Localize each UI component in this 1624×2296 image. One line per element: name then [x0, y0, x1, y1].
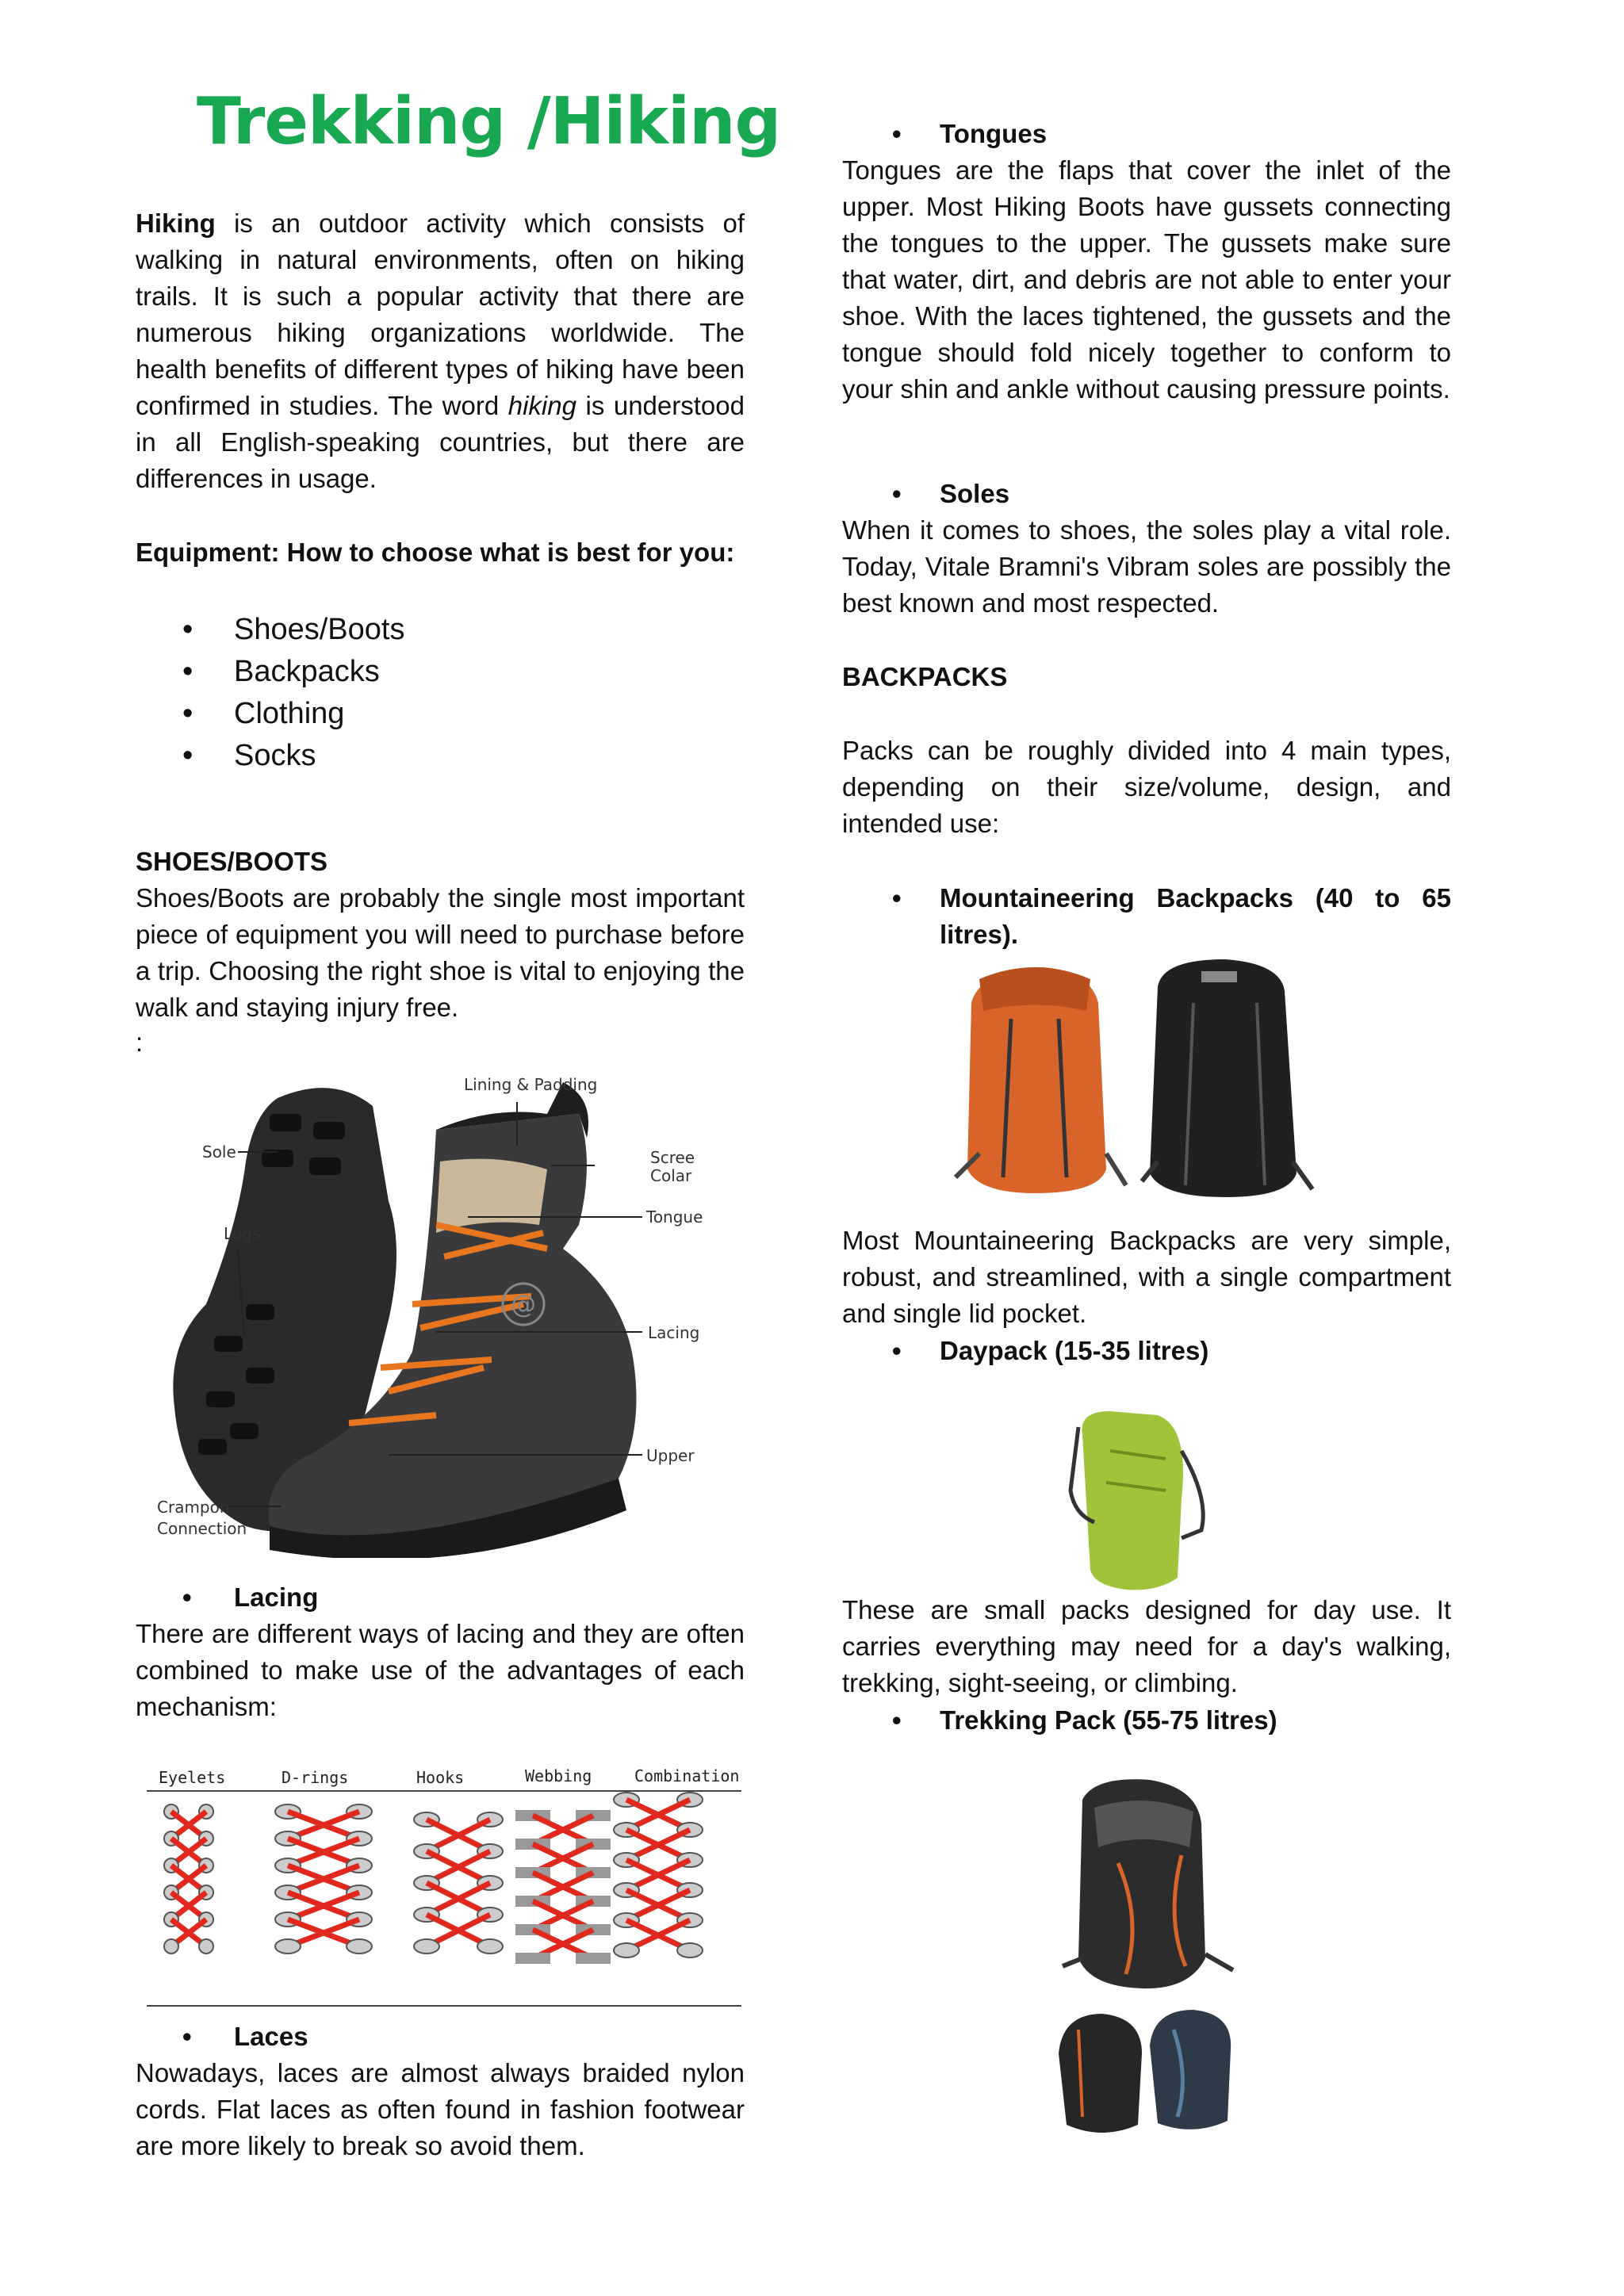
lacing-type-eyelets: Eyelets: [159, 1768, 226, 1787]
label-scree-2: Colar: [650, 1166, 692, 1185]
label-scree-1: Scree: [650, 1148, 695, 1167]
list-item: • Socks: [182, 739, 316, 772]
mountaineering-backpacks-image: [948, 955, 1344, 1209]
lacing-type-hooks: Hooks: [416, 1768, 465, 1787]
lacing-diagram: [143, 1764, 745, 2010]
list-item: • Clothing: [182, 697, 345, 730]
label-lacing: Lacing: [648, 1323, 700, 1342]
daypack-image: [1063, 1403, 1221, 1594]
intro-italic: hiking: [508, 391, 576, 420]
tongue: [436, 1159, 547, 1233]
lacing-bullet: •: [182, 1582, 192, 1612]
label-tongue: Tongue: [646, 1207, 703, 1226]
eyelet: [477, 1939, 503, 1954]
shoes-paragraph: Shoes/Boots are probably the single most important piece of equipment you will need to purchase before a trip. Choosing the right shoe is vital to enjoying the walk and staying injury free.: [136, 883, 745, 1022]
shoes-heading: SHOES/BOOTS: [136, 847, 328, 876]
boot-diagram: [151, 1066, 737, 1558]
eyelet: [347, 1939, 372, 1954]
label-lugs: Lugs: [224, 1224, 261, 1243]
laces-heading: Laces: [234, 2022, 308, 2051]
soles-heading: Soles: [940, 479, 1010, 508]
mountaineering-bullet: •: [892, 883, 902, 913]
eyelet: [199, 1939, 213, 1954]
intro-text: is an outdoor activity which consists of walking in natural environments, often on hiking trails. It is such a popular activity that there are numerous hiking organizations worldwide. The health benefits of different types of hiking have been confirmed in studies. The word: [136, 209, 745, 420]
daypack-bullet: •: [892, 1336, 902, 1365]
tongues-heading: Tongues: [940, 119, 1048, 148]
lacing-type-webbing: Webbing: [525, 1766, 592, 1785]
equipment-heading: Equipment: How to choose what is best for you:: [136, 538, 735, 567]
eyelet: [515, 1953, 550, 1964]
page-title: Trekking /Hiking: [197, 84, 781, 159]
equipment-list: [182, 609, 658, 777]
green-daypack: [1082, 1411, 1183, 1590]
eyelet: [275, 1939, 301, 1954]
label-crampon-1: Crampon: [157, 1498, 230, 1517]
mountaineering-heading: Mountaineering Backpacks (40 to 65 litres).: [940, 883, 1451, 949]
eyelet: [576, 1953, 611, 1964]
daypack-paragraph: These are small packs designed for day use. It carries everything may need for a day's walking, trekking, sight-seeing, or climbing.: [842, 1595, 1451, 1697]
lacing-type-combination: Combination: [634, 1766, 740, 1785]
soles-bullet: •: [892, 479, 902, 508]
label-sole: Sole: [202, 1142, 236, 1161]
backpacks-intro: Packs can be roughly divided into 4 main types, depending on their size/volume, design, and intended use:: [842, 736, 1451, 838]
intro-lead: Hiking: [136, 209, 216, 238]
label-lining: Lining & Padding: [464, 1075, 598, 1094]
black-backpack: [1150, 959, 1297, 1197]
mountaineering-paragraph: Most Mountaineering Backpacks are very simple, robust, and streamlined, with a single compartment and single lid pocket.: [842, 1226, 1451, 1328]
backpacks-heading: BACKPACKS: [842, 662, 1008, 691]
lace-columns: [164, 1793, 703, 1964]
trekking-pack-small-2: [1150, 2010, 1231, 2130]
eyelet: [164, 1939, 178, 1954]
lacing-heading: Lacing: [234, 1582, 319, 1612]
trekking-pack-image: [1047, 1776, 1253, 2141]
eyelet: [614, 1943, 639, 1957]
intro-paragraph: [136, 205, 745, 497]
eyelet: [677, 1943, 703, 1957]
label-crampon-2: Connection: [157, 1519, 247, 1538]
lacing-paragraph: There are different ways of lacing and they are often combined to make use of the advantages of each mechanism:: [136, 1619, 745, 1721]
tongues-bullet: •: [892, 119, 902, 148]
brand-logo: @: [511, 1289, 536, 1319]
laces-bullet: •: [182, 2022, 192, 2051]
trekking-pack-small-1: [1059, 2014, 1142, 2133]
list-item: • Shoes/Boots: [182, 613, 405, 646]
stray-colon: :: [136, 1027, 144, 1057]
tongues-paragraph: Tongues are the flaps that cover the inlet of the upper. Most Hiking Boots have gussets connecting the tongues to the upper. The gussets make sure that water, dirt, and debris are not able to enter your shoe. With the laces tightened, the gussets and the tongue should fold nicely together to conform to your shin and ankle without causing pressure points.: [842, 155, 1451, 404]
intro-text-2: is understood in all English-speaking countries, but there are differences in usage.: [136, 391, 745, 493]
label-upper: Upper: [646, 1446, 695, 1465]
daypack-heading: Daypack (15-35 litres): [940, 1336, 1209, 1365]
laces-paragraph: Nowadays, laces are almost always braided nylon cords. Flat laces as often found in fashion footwear are more likely to break so avoid them.: [136, 2058, 745, 2160]
trekking-heading: Trekking Pack (55-75 litres): [940, 1705, 1277, 1735]
eyelet: [414, 1939, 439, 1954]
list-item: • Backpacks: [182, 655, 380, 688]
soles-paragraph: When it comes to shoes, the soles play a vital role. Today, Vitale Bramni's Vibram soles are possibly the best known and most respected.: [842, 515, 1451, 618]
trekking-bullet: •: [892, 1705, 902, 1735]
lacing-type-drings: D-rings: [282, 1768, 349, 1787]
